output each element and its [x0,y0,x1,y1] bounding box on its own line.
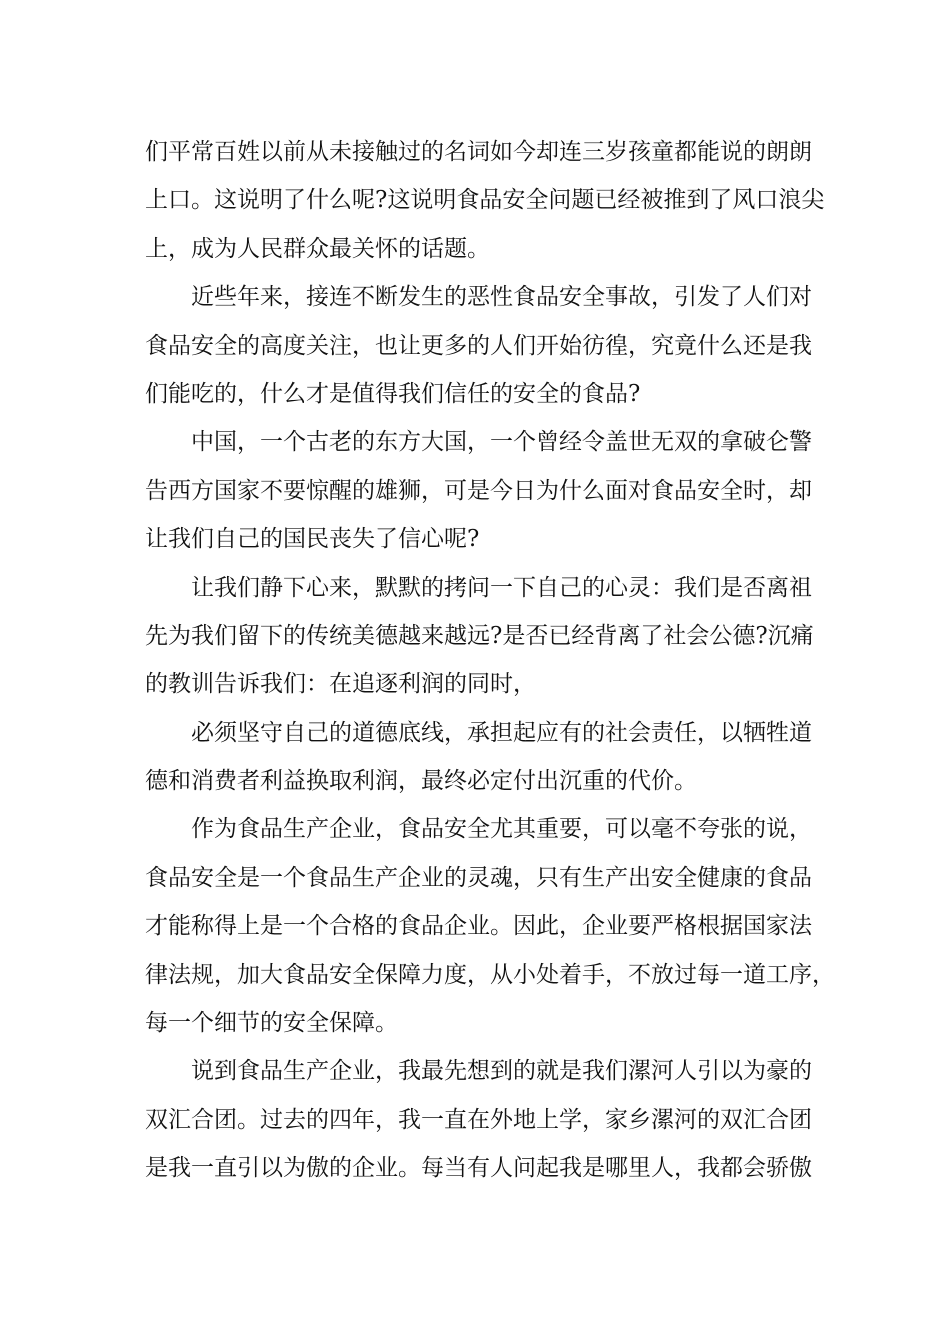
paragraph-line: 食品安全是一个食品生产企业的灵魂，只有生产出安全健康的食品 [145,864,812,891]
paragraph-first-line: 近些年来，接连不断发生的恶性食品安全事故，引发了人们对 [191,284,812,311]
document-body [145,128,835,1193]
paragraph-line: 先为我们留下的传统美德越来越远?是否已经背离了社会公德?沉痛 [145,622,814,649]
paragraph-line: 让我们自己的国民丧失了信心呢? [145,526,480,553]
paragraph-line: 律法规，加大食品安全保障力度，从小处着手，不放过每一道工序， [145,961,835,988]
paragraph-line: 是我一直引以为傲的企业。每当有人问起我是哪里人，我都会骄傲 [145,1155,812,1182]
paragraph-first-line: 必须坚守自己的道德底线，承担起应有的社会责任，以牺牲道 [191,719,812,746]
paragraph-line: 们平常百姓以前从未接触过的名词如今却连三岁孩童都能说的朗朗 [145,139,812,165]
paragraph-first-line: 中国，一个古老的东方大国，一个曾经令盖世无双的拿破仑警 [191,429,812,456]
paragraph-line: 的教训告诉我们：在追逐利润的同时， [145,671,536,698]
paragraph-line: 双汇合团。过去的四年，我一直在外地上学，家乡漯河的双汇合团 [145,1106,812,1133]
paragraph-line: 德和消费者利益换取利润，最终必定付出沉重的代价。 [145,768,697,795]
paragraph-first-line: 让我们静下心来，默默的拷问一下自己的心灵：我们是否离祖 [191,574,812,601]
paragraph-line: 上，成为人民群众最关怀的话题。 [145,235,490,262]
paragraph-line: 告西方国家不要惊醒的雄狮，可是今日为什么面对食品安全时，却 [145,477,812,504]
paragraph-first-line: 作为食品生产企业，食品安全尤其重要，可以毫不夸张的说， [191,816,812,843]
paragraph-line: 上口。这说明了什么呢?这说明食品安全问题已经被推到了风口浪尖 [145,187,825,214]
paragraph-line: 食品安全的高度关注，也让更多的人们开始彷徨，究竟什么还是我 [145,332,812,359]
paragraph-line: 才能称得上是一个合格的食品企业。因此，企业要严格根据国家法 [145,913,812,940]
paragraph-first-line: 说到食品生产企业，我最先想到的就是我们漯河人引以为豪的 [191,1058,812,1085]
paragraph-line: 们能吃的，什么才是值得我们信任的安全的食品? [145,380,641,407]
paragraph-line: 每一个细节的安全保障。 [145,1010,398,1037]
